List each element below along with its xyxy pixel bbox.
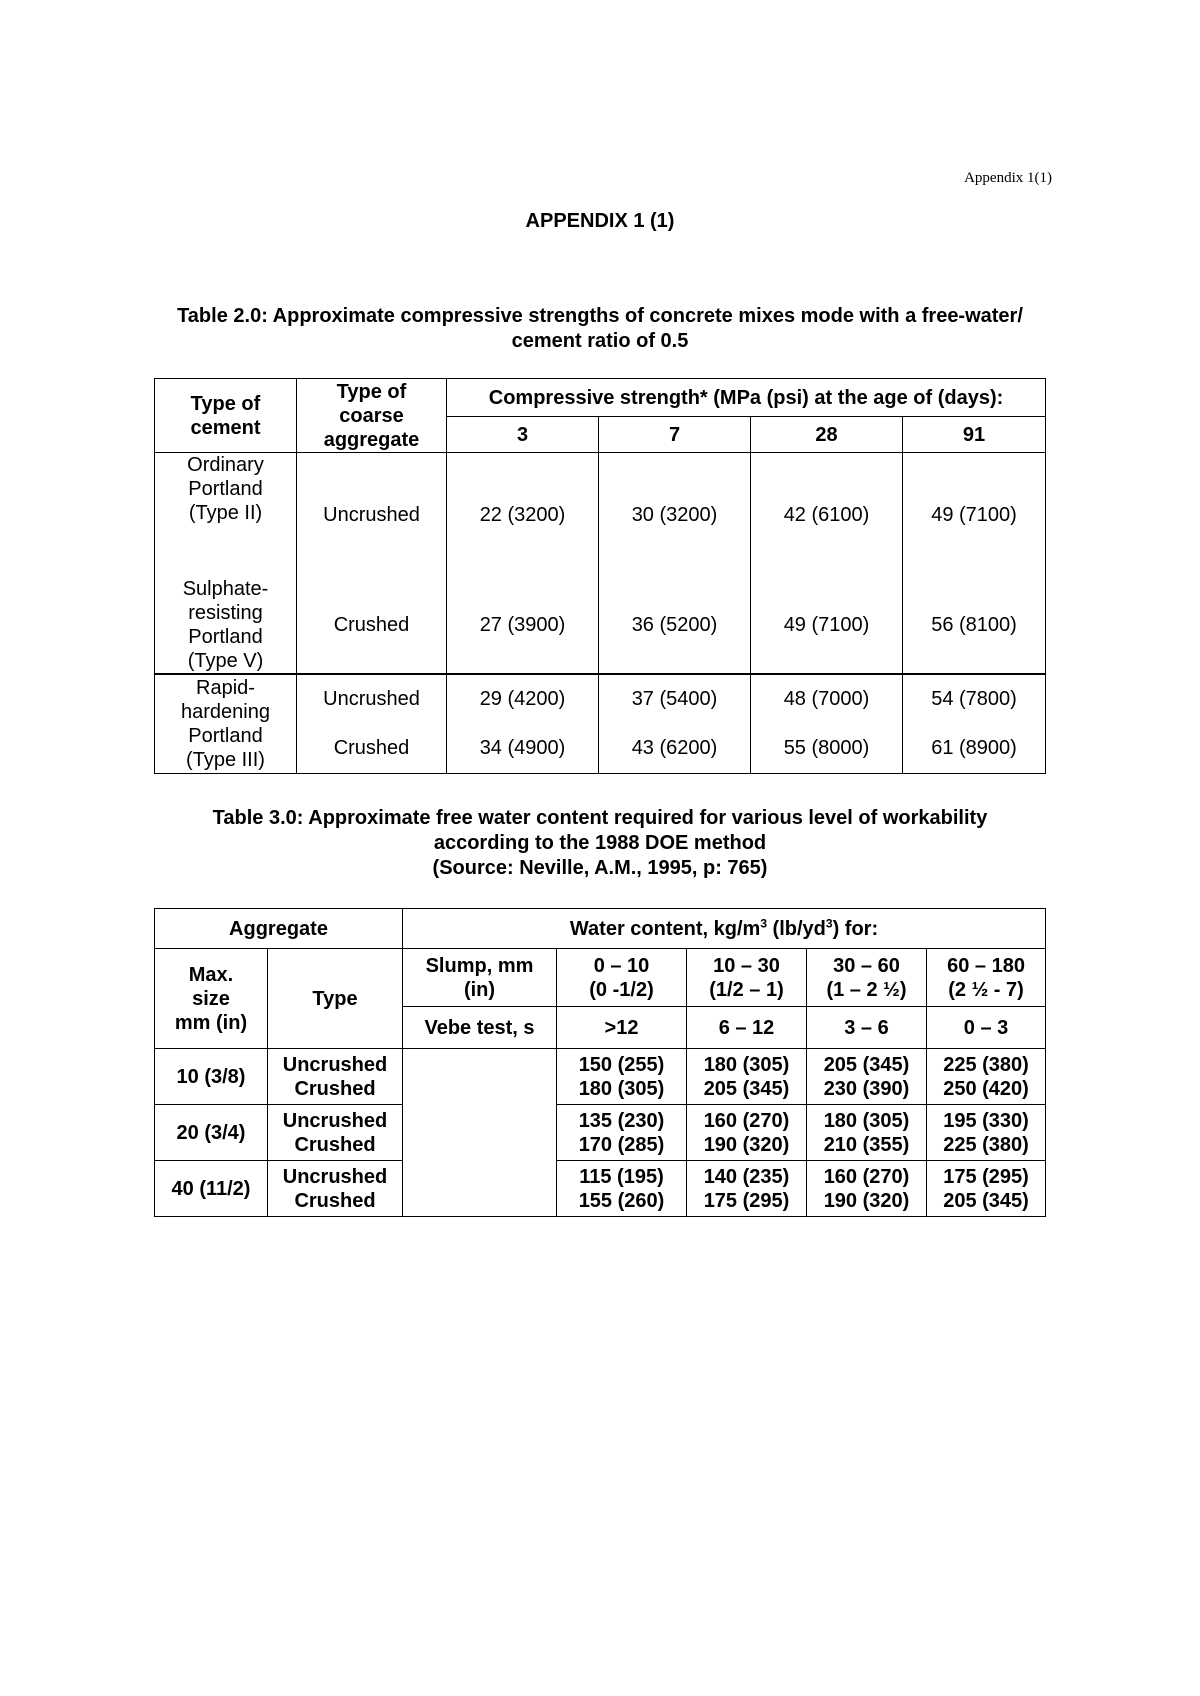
value-cell — [927, 1161, 1046, 1217]
type-cell — [268, 1161, 403, 1217]
cell-line: 205 (345) — [943, 1189, 1029, 1212]
cell-line: 190 (320) — [823, 1189, 910, 1212]
cell-line: 205 (345) — [703, 1077, 790, 1100]
value-cell — [557, 1161, 687, 1217]
cell-line: 160 (270) — [823, 1165, 910, 1188]
header-line: 60 – 180 — [947, 954, 1025, 977]
header-line: (2 ½ - 7) — [948, 978, 1024, 1001]
cell-line: 170 (285) — [578, 1133, 665, 1156]
caption-line: Table 3.0: Approximate free water content required for various level of workability — [212, 807, 988, 829]
caption-line: (Source: Neville, A.M., 1995, p: 765) — [432, 857, 768, 879]
cell-line: Rapid- — [196, 676, 255, 699]
value-cell: 43 (6200) — [599, 724, 751, 774]
cell-line: (Type V) — [187, 649, 264, 672]
header-aggregate: Aggregate — [155, 909, 403, 949]
slump-range — [807, 949, 927, 1007]
cell-line: Portland — [188, 724, 263, 747]
cell-line: 230 (390) — [823, 1077, 910, 1100]
header-line: Slump, mm — [425, 954, 534, 977]
aggregate-cell: Crushed — [297, 577, 447, 674]
header-line: coarse — [339, 404, 404, 427]
cement-rapid — [155, 674, 297, 774]
compressive-strength-table — [154, 378, 1046, 774]
header-age: 7 — [599, 417, 751, 453]
water-text: Water content, kg/m — [569, 917, 761, 940]
cell-line: 175 (295) — [703, 1189, 790, 1212]
cement-ordinary — [155, 453, 297, 577]
header-type: Type — [268, 949, 403, 1049]
vebe-range: 6 – 12 — [687, 1007, 807, 1049]
value-cell: 61 (8900) — [903, 724, 1046, 774]
cell-line: Crushed — [294, 1077, 376, 1100]
table2-caption — [130, 806, 1070, 881]
cell-line: 205 (345) — [823, 1053, 910, 1076]
cell-line: 160 (270) — [703, 1109, 790, 1132]
cell-line: 115 (195) — [579, 1165, 664, 1188]
type-cell — [268, 1105, 403, 1161]
cell-line: 225 (380) — [943, 1053, 1029, 1076]
water-content-table — [154, 908, 1046, 1217]
header-line: cement — [190, 416, 261, 439]
cell-line: 155 (260) — [578, 1189, 665, 1212]
header-line: size — [192, 987, 230, 1010]
header-line: Type of — [190, 392, 261, 415]
header-slump — [403, 949, 557, 1007]
header-aggregate — [297, 379, 447, 453]
header-line: mm (in) — [174, 1011, 248, 1034]
value-cell — [807, 1161, 927, 1217]
value-cell — [807, 1049, 927, 1105]
cell-line: 180 (305) — [703, 1053, 790, 1076]
cell-line: Crushed — [294, 1189, 376, 1212]
size-cell: 40 (11/2) — [155, 1161, 268, 1217]
header-cement — [155, 379, 297, 453]
cell-line: Crushed — [294, 1133, 376, 1156]
cell-line: hardening — [181, 700, 270, 723]
caption-line: Table 2.0: Approximate compressive strengths of concrete mixes mode with a free-water/ — [177, 305, 1023, 327]
cell-line: resisting — [188, 601, 263, 624]
value-cell: 56 (8100) — [903, 577, 1046, 674]
value-cell: 30 (3200) — [599, 453, 751, 577]
slump-range — [927, 949, 1046, 1007]
superscript: 3 — [825, 915, 833, 930]
header-line: Max. — [188, 963, 234, 986]
caption-line: according to the 1988 DOE method — [433, 832, 767, 854]
size-cell: 20 (3/4) — [155, 1105, 268, 1161]
value-cell — [687, 1049, 807, 1105]
cell-line: (Type II) — [188, 502, 263, 524]
running-header: Appendix 1(1) — [964, 170, 1052, 186]
cell-line: 140 (235) — [703, 1165, 790, 1188]
vebe-range: 0 – 3 — [927, 1007, 1046, 1049]
cell-line: 135 (230) — [578, 1109, 665, 1132]
header-line: (1 – 2 ½) — [826, 978, 907, 1001]
header-strength: Compressive strength* (MPa (psi) at the age of (days): — [447, 379, 1046, 417]
header-line: Type of — [336, 380, 407, 403]
value-cell — [927, 1105, 1046, 1161]
value-cell: 55 (8000) — [751, 724, 903, 774]
cell-line: Portland — [188, 478, 263, 500]
cement-sulphate — [155, 577, 297, 674]
aggregate-cell: Uncrushed — [297, 674, 447, 724]
value-cell: 27 (3900) — [447, 577, 599, 674]
water-text: ) for: — [832, 917, 879, 940]
cell-line: 150 (255) — [578, 1053, 665, 1076]
value-cell: 49 (7100) — [903, 453, 1046, 577]
cell-line: Sulphate- — [182, 577, 269, 600]
header-line: (0 -1/2) — [589, 978, 654, 1001]
value-cell: 29 (4200) — [447, 674, 599, 724]
header-age: 91 — [903, 417, 1046, 453]
cell-line: Ordinary — [187, 454, 264, 476]
superscript: 3 — [760, 915, 767, 930]
vebe-range: >12 — [557, 1007, 687, 1049]
value-cell — [807, 1105, 927, 1161]
value-cell — [687, 1105, 807, 1161]
value-cell — [927, 1049, 1046, 1105]
header-age: 3 — [447, 417, 599, 453]
cell-line: Uncrushed — [282, 1109, 388, 1132]
value-cell: 48 (7000) — [751, 674, 903, 724]
value-cell: 42 (6100) — [751, 453, 903, 577]
header-line: 0 – 10 — [593, 954, 650, 977]
value-cell: 49 (7100) — [751, 577, 903, 674]
header-line: aggregate — [323, 428, 420, 451]
cell-line: 175 (295) — [943, 1165, 1029, 1188]
value-cell: 22 (3200) — [447, 453, 599, 577]
type-cell — [268, 1049, 403, 1105]
header-vebe: Vebe test, s — [403, 1007, 557, 1049]
value-cell: 37 (5400) — [599, 674, 751, 724]
header-max-size — [155, 949, 268, 1049]
water-text: (lb/yd — [767, 917, 826, 940]
header-line: 10 – 30 — [713, 954, 780, 977]
slump-range — [687, 949, 807, 1007]
cell-line: 190 (320) — [703, 1133, 790, 1156]
value-cell: 36 (5200) — [599, 577, 751, 674]
cell-line: 180 (305) — [823, 1109, 910, 1132]
slump-range — [557, 949, 687, 1007]
header-line: (in) — [463, 978, 496, 1001]
value-cell: 54 (7800) — [903, 674, 1046, 724]
cell-line: Uncrushed — [282, 1053, 388, 1076]
header-water-content — [403, 909, 1046, 949]
cell-line: Portland — [188, 625, 263, 648]
cell-line: 250 (420) — [943, 1077, 1029, 1100]
vebe-range: 3 – 6 — [807, 1007, 927, 1049]
cell-line: 195 (330) — [943, 1109, 1029, 1132]
empty-cell — [403, 1049, 557, 1217]
value-cell — [557, 1105, 687, 1161]
cell-line: Uncrushed — [282, 1165, 388, 1188]
cell-line: 180 (305) — [578, 1077, 665, 1100]
cell-line: (Type III) — [186, 748, 265, 771]
caption-line: cement ratio of 0.5 — [511, 330, 689, 352]
header-age: 28 — [751, 417, 903, 453]
aggregate-cell: Uncrushed — [297, 453, 447, 577]
aggregate-cell: Crushed — [297, 724, 447, 774]
value-cell — [687, 1161, 807, 1217]
header-line: (1/2 – 1) — [709, 978, 784, 1001]
value-cell — [557, 1049, 687, 1105]
size-cell: 10 (3/8) — [155, 1049, 268, 1105]
cell-line: 210 (355) — [823, 1133, 910, 1156]
header-line: 30 – 60 — [833, 954, 900, 977]
value-cell: 34 (4900) — [447, 724, 599, 774]
page-title: APPENDIX 1 (1) — [525, 210, 675, 232]
table1-caption — [130, 304, 1070, 354]
cell-line: 225 (380) — [943, 1133, 1029, 1156]
